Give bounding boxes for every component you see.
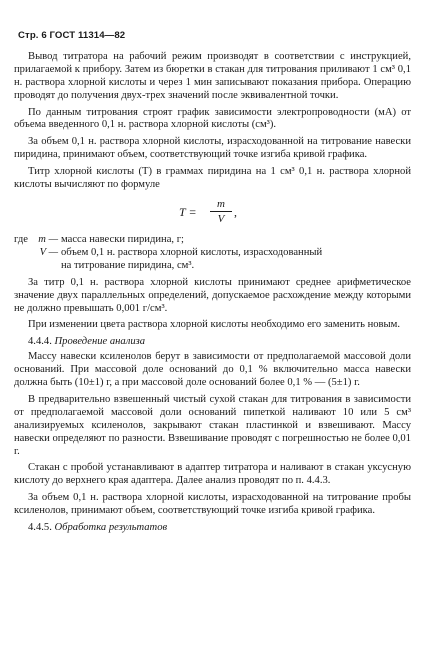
legend-text-v: объем 0,1 н. раствора хлорной кислоты, израсходованный [61, 246, 323, 258]
section-title-444: Проведение анализа [54, 336, 146, 348]
paragraph-titre: Титр хлорной кислоты (T) в граммах пиридина на 1 см³ 0,1 н. раствора хлорной кислоты вычисляют по формуле [14, 166, 411, 191]
formula-lhs: T = [179, 204, 197, 219]
paragraph-titre-average: За титр 0,1 н. раствора хлорной кислоты принимают среднее арифметическое значение двух параллельных определений, допускаемое расхождение между которыми не должно превышать 0,001 г/см³. [14, 276, 411, 314]
paragraph-color-change: При изменении цвета раствора хлорной кислоты необходимо его заменить новым. [28, 319, 401, 331]
document-page [14, 30, 411, 537]
paragraph-titrator-start: Вывод титратора на рабочий режим производят в соответствии с инструкцией, прилагаемой к прибору. Затем из бюретки в стакан для титрования приливают 1 см³ 0,1 н. раствора хлорной кислоты и через 1 мин записывают показания прибора. Операцию проводят до получения двух-трех значений после эквивалентной точки. [14, 50, 411, 101]
fraction-bar [210, 211, 232, 212]
page-header: Стр. 6 ГОСТ 11314—82 [18, 30, 126, 41]
formula-denominator: V [217, 212, 225, 225]
legend-text-m: масса навески пиридина, г; [61, 233, 184, 245]
section-heading-444 [14, 336, 411, 349]
legend-text-v-cont: на титрование пиридина, см³. [61, 259, 195, 271]
section-title-445: Обработка результатов [54, 522, 168, 534]
legend-key-m: m — [38, 233, 58, 245]
paragraph-volume-xylenols: За объем 0,1 н. раствора хлорной кислоты, израсходованной на титрование пробы ксиленолов, принимают объем, соответствующий точке изгиба кривой графика. [14, 492, 411, 517]
legend-key-v: V — [39, 246, 58, 258]
paragraph-graph: По данным титрования строят график зависимости электропроводности (мА) от объема введенного 0,1 н. раствора хлорной кислоты (см³). [14, 106, 411, 131]
section-heading-445 [14, 522, 411, 535]
titre-formula [14, 198, 411, 228]
formula-numerator: m [217, 197, 225, 210]
formula-legend [14, 234, 411, 273]
legend-row-m [14, 234, 411, 247]
section-number-445: 4.4.5. [28, 522, 52, 534]
legend-lead: где [14, 233, 28, 245]
paragraph-weighing: В предварительно взвешенный чистый сухой стакан для титрования в зависимости от предполагаемой массовой доли оснований пипеткой наливают 10 или 5 см³ анализируемых ксиленолов, закрывают стакан пластинкой и взвешивают. Массу навески определяют по разности. Взвешивание проводят с погрешностью не более 0,01 г. [14, 393, 411, 457]
formula-tail: , [234, 204, 237, 219]
formula-fraction [210, 198, 232, 225]
paragraph-volume-pyridine: За объем 0,1 н. раствора хлорной кислоты, израсходованной на титрование навески пиридина, принимают объем, соответствующий точке изгиба кривой графика. [14, 136, 411, 161]
paragraph-adapter: Стакан с пробой устанавливают в адаптер титратора и наливают в стакан уксусную кислоту до верхнего края адаптера. Далее анализ проводят по п. 4.4.3. [14, 462, 411, 487]
paragraph-sample-mass: Массу навески ксиленолов берут в зависимости от предполагаемой массовой доли оснований. При массовой доле оснований до 0,1 % включительно масса навески должна быть (10±1) г, а при массовой доле оснований более 0,1 % — (5±1) г. [14, 351, 411, 389]
section-number-444: 4.4.4. [28, 336, 52, 348]
legend-row-v [14, 247, 411, 260]
